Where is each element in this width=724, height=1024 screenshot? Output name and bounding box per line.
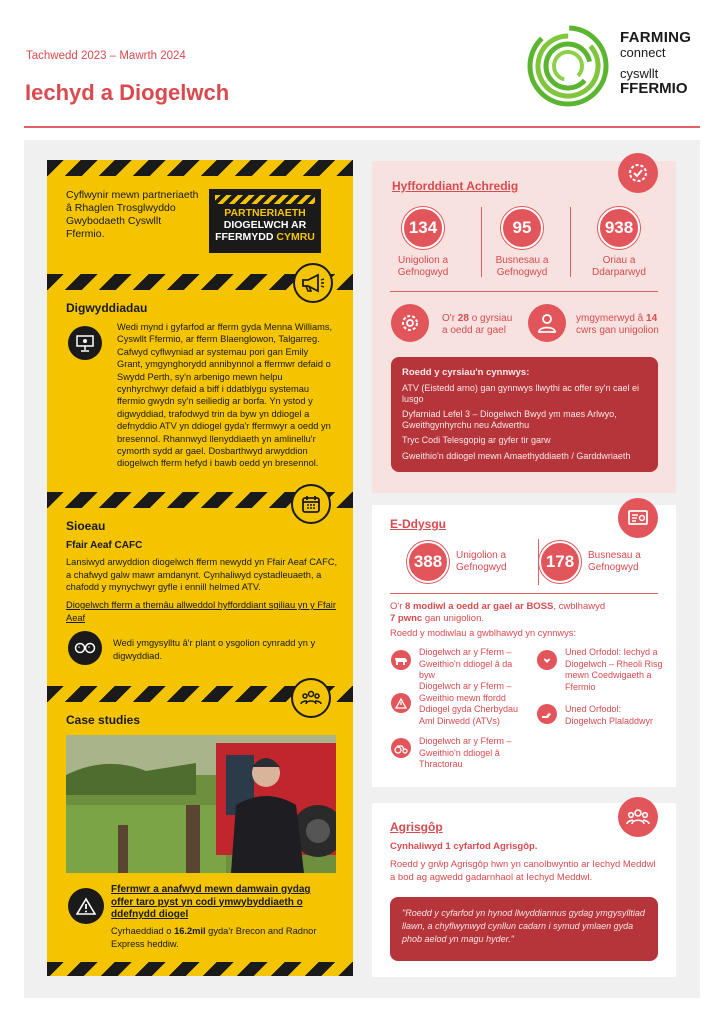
agrisgop-meetings: Cynhaliwyd 1 cyfarfod Agrisgôp. — [390, 841, 538, 852]
warning-icon — [391, 693, 411, 713]
page-title: Iechyd a Diogelwch — [25, 80, 230, 105]
logo-wordmark — [620, 30, 691, 96]
agrisgop-body: Roedd y grŵp Agrisgôp hwn yn canolbwyntio ar Iechyd Meddwl a bod ag agwedd gadarnhaol at Iechyd Meddwl. — [390, 859, 656, 883]
stat-label-line: Busnesau a — [588, 550, 641, 561]
case-reach-prefix: Cyrhaeddiad o — [111, 926, 175, 936]
badge-hatch — [215, 195, 315, 204]
courses-mid: o gyrsiau — [468, 313, 513, 324]
person-icon — [528, 304, 566, 342]
gear-check-icon — [618, 153, 658, 193]
events-body: Wedi mynd i gyfarfod ar fferm gyda Menna Williams, Cyswllt Ffermio, ar fferm Blaenglowon, Talgarreg. Cafwyd cyflwyniad ar systemau pori gan Emily Grant, ymgynghorydd annibynnol a ffermwr defaid o Swydd Perth, sy'n arbenigo mewn helpu cynhyrchwyr defaid a biff i ddatblygu systemau ffermio gwydn sy'n seiliedig ar borfa. Yn ystod y digwyddiad, trafodwyd trin da byw yn ddiogel a defnyddio ATV yn ddiogel gyda'r ffermwyr a oedd yn bresennol. Rhannwyd llenyddiaeth yn amlinellu'r cymorth sydd ar gael. Dosbarthwyd arwyddion diogelwch fferm hefyd i bawb oedd yn bresennol. — [117, 322, 333, 469]
module-item: Diogelwch ar y Fferm – Gweithio'n ddiogel â da byw — [419, 647, 513, 680]
farmer-photo — [66, 735, 336, 873]
stat-label-line: Unigolion a — [456, 550, 507, 561]
shows-body: Lansiwyd arwyddion diogelwch fferm newydd yn Ffair Aeaf CAFC, a chafwyd galw mawr amdanynt. Cynhaliwyd cystadleuaeth, a chafodd y mynychwyr gyfle i ennill helmed ATV. — [66, 557, 338, 592]
modules-list-title: Roedd y modiwlau a gwblhawyd yn cynnwys: — [390, 628, 577, 638]
courses-pre: O'r — [442, 313, 458, 324]
courses-list-title: Roedd y cyrsiau'n cynnwys: — [402, 367, 530, 378]
stat-hours-label — [580, 255, 658, 279]
stat-label-line: Ddarparwyd — [592, 267, 646, 278]
case-reach — [111, 925, 331, 951]
badge-line-2: DIOGELWCH AR — [223, 219, 307, 231]
case-heading: Case studies — [66, 713, 141, 727]
hand-spray-icon — [537, 704, 557, 724]
courses-num: 28 — [457, 313, 469, 324]
badge-line-1: PARTNERIAETH — [224, 207, 306, 219]
calendar-icon — [291, 484, 331, 524]
stat-label-line: Unigolion a — [397, 255, 449, 266]
partnership-column — [47, 160, 353, 976]
shows-subheading: Ffair Aeaf CAFC — [66, 540, 143, 551]
stat-label-line: Gefnogwyd — [588, 562, 639, 573]
stat-elearn-individuals: 388 — [407, 541, 449, 583]
case-reach-value: 16.2mil — [174, 926, 206, 936]
logo-line-4: FFERMIO — [620, 80, 688, 97]
summary-bold2: 7 pwnc — [390, 613, 423, 624]
stat-elearn-individuals-label — [456, 550, 507, 574]
agrisgop-panel — [372, 803, 676, 977]
section-divider — [390, 593, 658, 594]
elearning-panel — [372, 505, 676, 787]
warning-icon — [68, 888, 104, 924]
children-icon — [68, 631, 102, 665]
agrisgop-quote: "Roedd y cyfarfod yn hynod llwyddiannus gydag ymgysylltiad llawn, a chyflwynwyd cynllun cadarn i symud ymlaen gyda phob aelod yn magu hyder." — [390, 897, 658, 961]
hazard-stripe — [47, 962, 353, 976]
shows-heading: Sioeau — [66, 519, 106, 533]
course-item: Tryc Codi Telesgopig ar gyfer tir garw — [402, 435, 551, 445]
course-item: Gweithio'n ddiogel mewn Amaethyddiaeth / Garddwriaeth — [402, 451, 631, 461]
module-item: Uned Orfodol: Diogelwch Plaladdwyr — [565, 704, 654, 726]
training-panel — [372, 161, 676, 493]
training-heading: Hyfforddiant Achredig — [392, 179, 519, 193]
stat-hours: 938 — [598, 207, 640, 249]
boss-summary — [390, 601, 660, 625]
report-period: Tachwedd 2023 – Mawrth 2024 — [26, 50, 186, 62]
stat-individuals-label — [384, 255, 462, 279]
stat-divider — [481, 207, 482, 277]
stat-divider — [570, 207, 571, 277]
group-icon — [618, 797, 658, 837]
summary-bold: 8 modiwl a oedd ar gael ar BOSS — [405, 601, 554, 612]
courses-list-box — [391, 357, 658, 472]
module-item: Diogelwch ar y Fferm – Gweithio'n ddiogel â Thractorau — [419, 736, 512, 769]
section-divider — [390, 291, 658, 292]
courses-taken — [576, 313, 659, 337]
module-item: Diogelwch ar y Fferm – Gweithio mewn ffordd Ddiogel gyda Cherbydau Aml Dirwedd (ATVs) — [419, 681, 519, 726]
module-item: Uned Orfodol: Iechyd a Diogelwch – Rheoli Risg mewn Coedwigaeth a Ffermio — [565, 647, 663, 692]
stat-businesses: 95 — [501, 207, 543, 249]
events-heading: Digwyddiadau — [66, 301, 148, 315]
logo-line-2: connect — [620, 45, 666, 60]
summary-mid: , cwblhawyd — [553, 601, 606, 612]
courses-available — [442, 313, 512, 337]
badge-line-3 — [209, 232, 321, 243]
stat-businesses-label — [483, 255, 561, 279]
case-reach-suffix: gyda'r Brecon and Radnor Express heddiw. — [111, 926, 317, 949]
badge-line-3-accent: CYMRU — [276, 231, 315, 243]
agrisgop-heading: Agrisgôp — [390, 820, 443, 834]
badge-line-3-text: FFERMYDD — [215, 231, 274, 243]
stat-individuals: 134 — [402, 207, 444, 249]
elearning-heading: E-Ddysgu — [390, 517, 447, 531]
shows-link[interactable]: Diogelwch fferm a themâu allweddol hyfforddiant sgiliau yn y Ffair Aeaf — [66, 600, 336, 623]
logo-line-3: cyswllt — [620, 66, 659, 81]
stat-label-line: Oriau a — [602, 255, 636, 266]
summary-post: gan unigolion. — [422, 613, 485, 624]
stat-elearn-businesses-label — [588, 550, 641, 574]
header-divider — [24, 126, 700, 128]
tractor-icon — [391, 738, 411, 758]
summary-pre: O'r — [390, 601, 406, 612]
stat-elearn-businesses: 178 — [539, 541, 581, 583]
certificate-icon — [618, 498, 658, 538]
users-pre: ymgymerwyd â — [576, 313, 647, 324]
stat-label-line: Busnesau a — [495, 255, 549, 266]
logo-line-1: FARMING — [620, 29, 692, 46]
stat-label-line: Gefnogwyd — [496, 267, 548, 278]
hand-heart-icon — [537, 650, 557, 670]
settings-icon — [391, 304, 429, 342]
courses-post: a oedd ar gael — [442, 325, 506, 336]
intro-text: Cyflwynir mewn partneriaeth â Rhaglen Trosglwyddo Gwybodaeth Cyswllt Ffermio. — [66, 189, 199, 240]
course-item: ATV (Eistedd arno) gan gynnwys llwythi ac offer sy'n cael ei lusgo — [402, 383, 639, 404]
megaphone-icon — [293, 263, 333, 303]
group-icon — [291, 678, 331, 718]
stat-label-line: Gefnogwyd — [397, 267, 449, 278]
hazard-stripe — [47, 160, 353, 176]
shows-note: Wedi ymgysylltu â'r plant o ysgolion cynradd yn y digwyddiad. — [113, 638, 316, 661]
presentation-icon — [68, 326, 102, 360]
cow-icon — [391, 650, 411, 670]
case-link[interactable]: Ffermwr a anafwyd mewn damwain gydag offer taro pyst yn codi ymwybyddiaeth o ddefnydd diogel — [111, 884, 311, 920]
users-post: cwrs gan unigolion — [576, 325, 659, 336]
partnership-badge — [209, 189, 321, 253]
course-item: Dyfarniad Lefel 3 – Diogelwch Bwyd ym maes Arlwyo, Gweithgynhyrchu neu Adwerthu — [402, 409, 617, 430]
users-num: 14 — [646, 313, 658, 324]
stat-label-line: Gefnogwyd — [456, 562, 507, 573]
